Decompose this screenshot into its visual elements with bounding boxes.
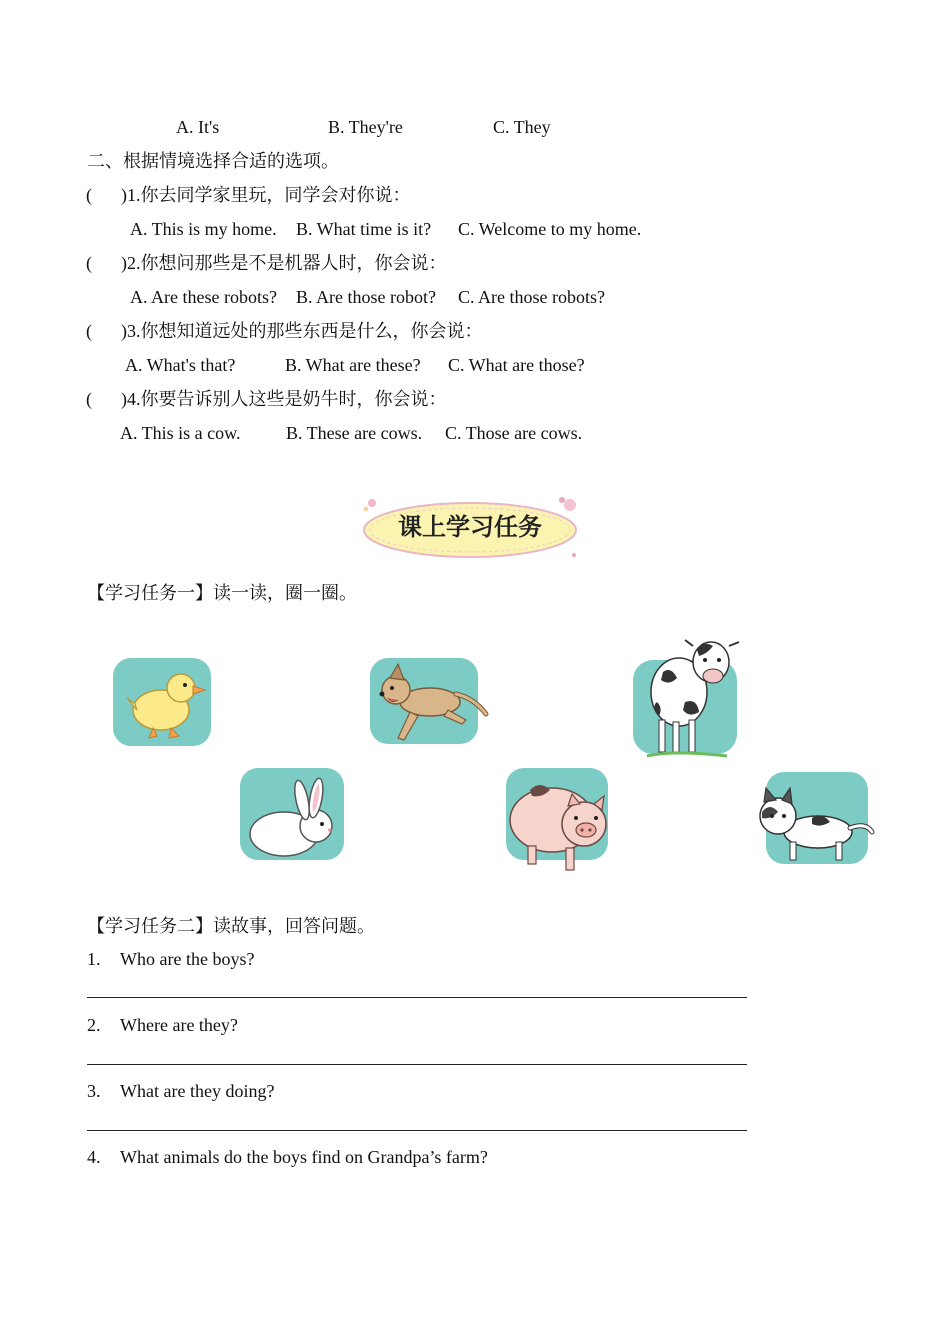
choice-b: B. Are those robot? bbox=[296, 287, 436, 307]
choice-a: A. This is my home. bbox=[130, 219, 277, 239]
question-text: Who are the boys? bbox=[120, 949, 255, 969]
question-number: 2. bbox=[87, 1015, 101, 1035]
choice-c: C. What are those? bbox=[448, 355, 585, 375]
choice-b: B. These are cows. bbox=[286, 423, 423, 443]
cat-icon[interactable] bbox=[756, 772, 876, 868]
task2-heading: 【学习任务二】读故事，回答问题。 bbox=[87, 916, 375, 936]
question-number: 1. bbox=[87, 949, 101, 969]
cow-icon[interactable] bbox=[633, 632, 745, 760]
answer-paren: ( bbox=[86, 389, 92, 409]
option-b: B. They're bbox=[328, 117, 403, 137]
question-text: Where are they? bbox=[120, 1015, 238, 1035]
question-stem: )2.你想问那些是不是机器人时，你会说： bbox=[121, 253, 447, 273]
rabbit-icon[interactable] bbox=[240, 768, 346, 864]
option-c: C. They bbox=[493, 117, 551, 137]
choice-a: A. Are these robots? bbox=[130, 287, 277, 307]
section2-heading: 二、根据情境选择合适的选项。 bbox=[87, 151, 339, 171]
answer-paren: ( bbox=[86, 185, 92, 205]
question-number: 4. bbox=[87, 1147, 101, 1167]
dog-icon[interactable] bbox=[370, 658, 490, 758]
choice-c: C. Those are cows. bbox=[445, 423, 583, 443]
option-a: A. It's bbox=[176, 117, 220, 137]
answer-line[interactable] bbox=[87, 1130, 747, 1131]
answer-line[interactable] bbox=[87, 1064, 747, 1065]
duck-icon[interactable] bbox=[113, 658, 213, 748]
question-stem: )3.你想知道远处的那些东西是什么，你会说： bbox=[121, 321, 483, 341]
task-banner bbox=[360, 497, 580, 561]
question-stem: )1.你去同学家里玩，同学会对你说： bbox=[121, 185, 411, 205]
choice-b: B. What time is it? bbox=[296, 219, 432, 239]
choice-c: C. Are those robots? bbox=[458, 287, 605, 307]
question-stem: )4.你要告诉别人这些是奶牛时，你会说： bbox=[121, 389, 447, 409]
choice-a: A. What's that? bbox=[125, 355, 236, 375]
answer-paren: ( bbox=[86, 253, 92, 273]
choice-c: C. Welcome to my home. bbox=[458, 219, 642, 239]
answer-line[interactable] bbox=[87, 997, 747, 998]
choice-a: A. This is a cow. bbox=[120, 423, 241, 443]
banner-title: 课上学习任务 bbox=[398, 513, 542, 541]
choice-b: B. What are these? bbox=[285, 355, 421, 375]
task1-heading: 【学习任务一】读一读，圈一圈。 bbox=[87, 583, 357, 603]
question-text: What are they doing? bbox=[120, 1081, 275, 1101]
answer-paren: ( bbox=[86, 321, 92, 341]
question-text: What animals do the boys find on Grandpa’s farm? bbox=[120, 1147, 488, 1167]
pig-icon[interactable] bbox=[506, 768, 626, 876]
question-number: 3. bbox=[87, 1081, 101, 1101]
